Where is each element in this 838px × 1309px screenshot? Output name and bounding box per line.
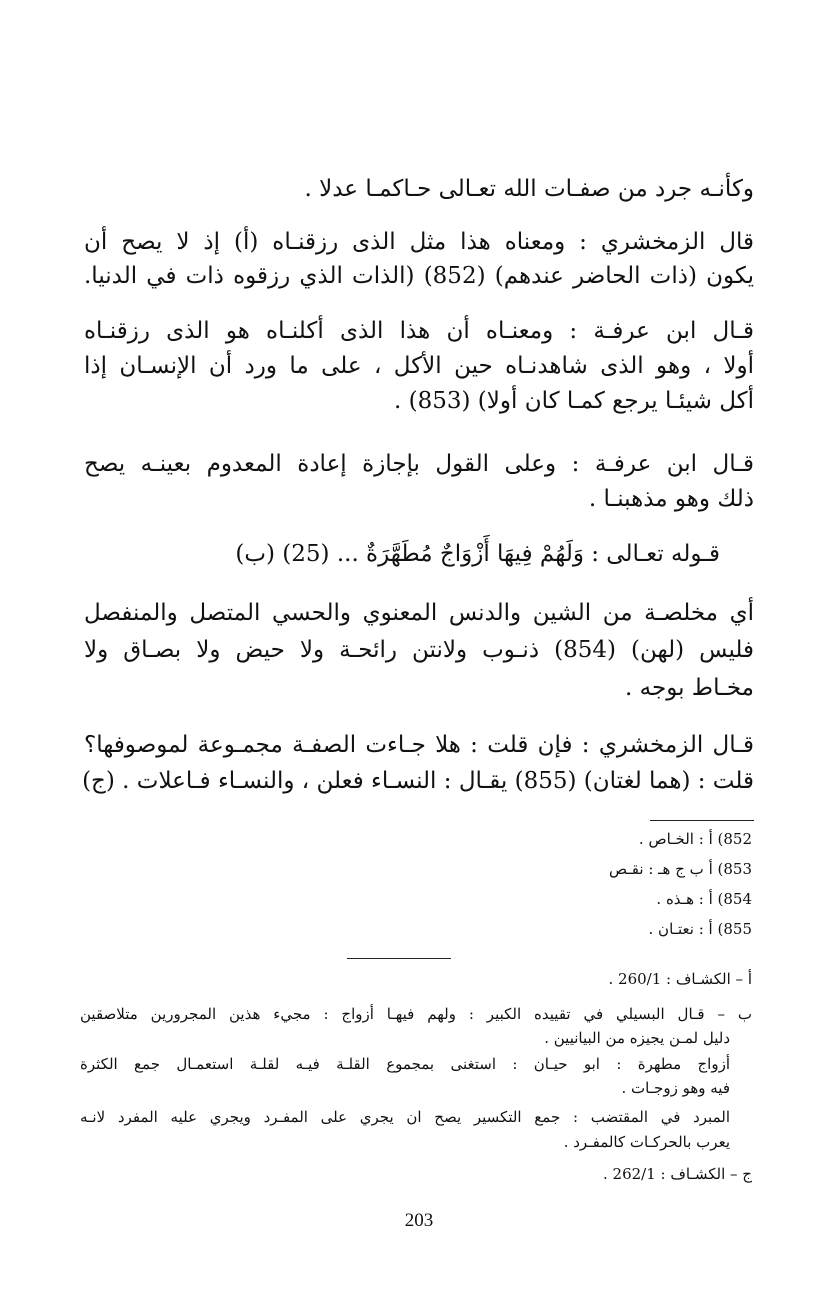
footnote-separator	[347, 958, 451, 959]
quran-verse-line: قـوله تعـالى : وَلَهُمْ فِيهَا أَزْوَاجٌ مُطَهَّرَةٌ ... (25) (ب)	[235, 541, 720, 567]
body-line: قـال ابن عرفـة : ومعنـاه أن هذا الذى أكلنـاه هو الذى رزقنـاه	[84, 318, 754, 344]
footnote-separator	[650, 820, 754, 821]
footnote-lettered: ب – قـال البسيلي في تقييده الكبير : ولهم فيهـا أزواج : مجيء هذين المجرورين متلاصقين	[80, 1005, 752, 1023]
body-line: أولا ، وهو الذى شاهدنـاه حين الأكل ، على ما ورد أن الإنسـان إذا	[84, 353, 754, 379]
footnote-lettered: فيه وهو زوجـات .	[621, 1079, 730, 1097]
body-line: فليس (لهن) (854) ذنـوب ولانتن رائحـة ولا حيض ولا بصـاق ولا	[84, 637, 754, 663]
footnote-lettered: المبرد في المقتضب : جمع التكسير يصح ان يجري على المفـرد ويجري عليه المفرد لانـه	[80, 1108, 730, 1126]
body-line: يكون (ذات الحاضر عندهم) (852) (الذات الذي رزقوه ذات في الدنيا.	[84, 263, 754, 289]
footnote-numbered: 852) أ : الخـاص .	[638, 830, 752, 848]
footnote-lettered: يعرب بالحركـات كالمفـرد .	[563, 1133, 730, 1151]
body-line: وكأنـه جرد من صفـات الله تعـالى حـاكمـا عدلا .	[304, 176, 754, 202]
body-line: قـال الزمخشري : فإن قلت : هلا جـاءت الصفـة مجمـوعة لموصوفها؟	[84, 732, 754, 758]
body-line: قـال ابن عرفـة : وعلى القول بإجازة إعادة المعدوم بعينـه يصح	[84, 451, 754, 477]
body-line: أي مخلصـة من الشين والدنس المعنوي والحسي المتصل والمنفصل	[84, 600, 754, 626]
footnote-lettered: أزواج مطهرة : ابو حيـان : استغنى بمجموع القلـة فيـه لقلـة استعمـال جمع الكثرة	[80, 1055, 730, 1073]
footnote-lettered: ج – الكشـاف : 262/1 .	[602, 1165, 752, 1183]
body-line: ذلك وهو مذهبنـا .	[588, 486, 754, 512]
footnote-lettered: دليل لمـن يجيزه من البيانيين .	[544, 1029, 730, 1047]
body-line: مخـاط بوجه .	[625, 675, 754, 701]
footnote-numbered: 854) أ : هـذه .	[656, 890, 752, 908]
body-line: قال الزمخشري : ومعناه هذا مثل الذى رزقنـاه (أ) إذ لا يصح أن	[84, 229, 754, 255]
page-number: 203	[404, 1210, 434, 1231]
footnote-numbered: 855) أ : نعتـان .	[648, 920, 752, 938]
footnote-lettered: أ – الكشـاف : 260/1 .	[608, 970, 752, 988]
footnote-numbered: 853) أ ب ج هـ : نقـص	[609, 860, 752, 878]
body-line: قلت : (هما لغتان) (855) يقـال : النسـاء فعلن ، والنسـاء فـاعلات . (ج)	[82, 768, 754, 794]
body-line: أكل شيئـا يرجع كمـا كان أولا) (853) .	[394, 388, 754, 414]
